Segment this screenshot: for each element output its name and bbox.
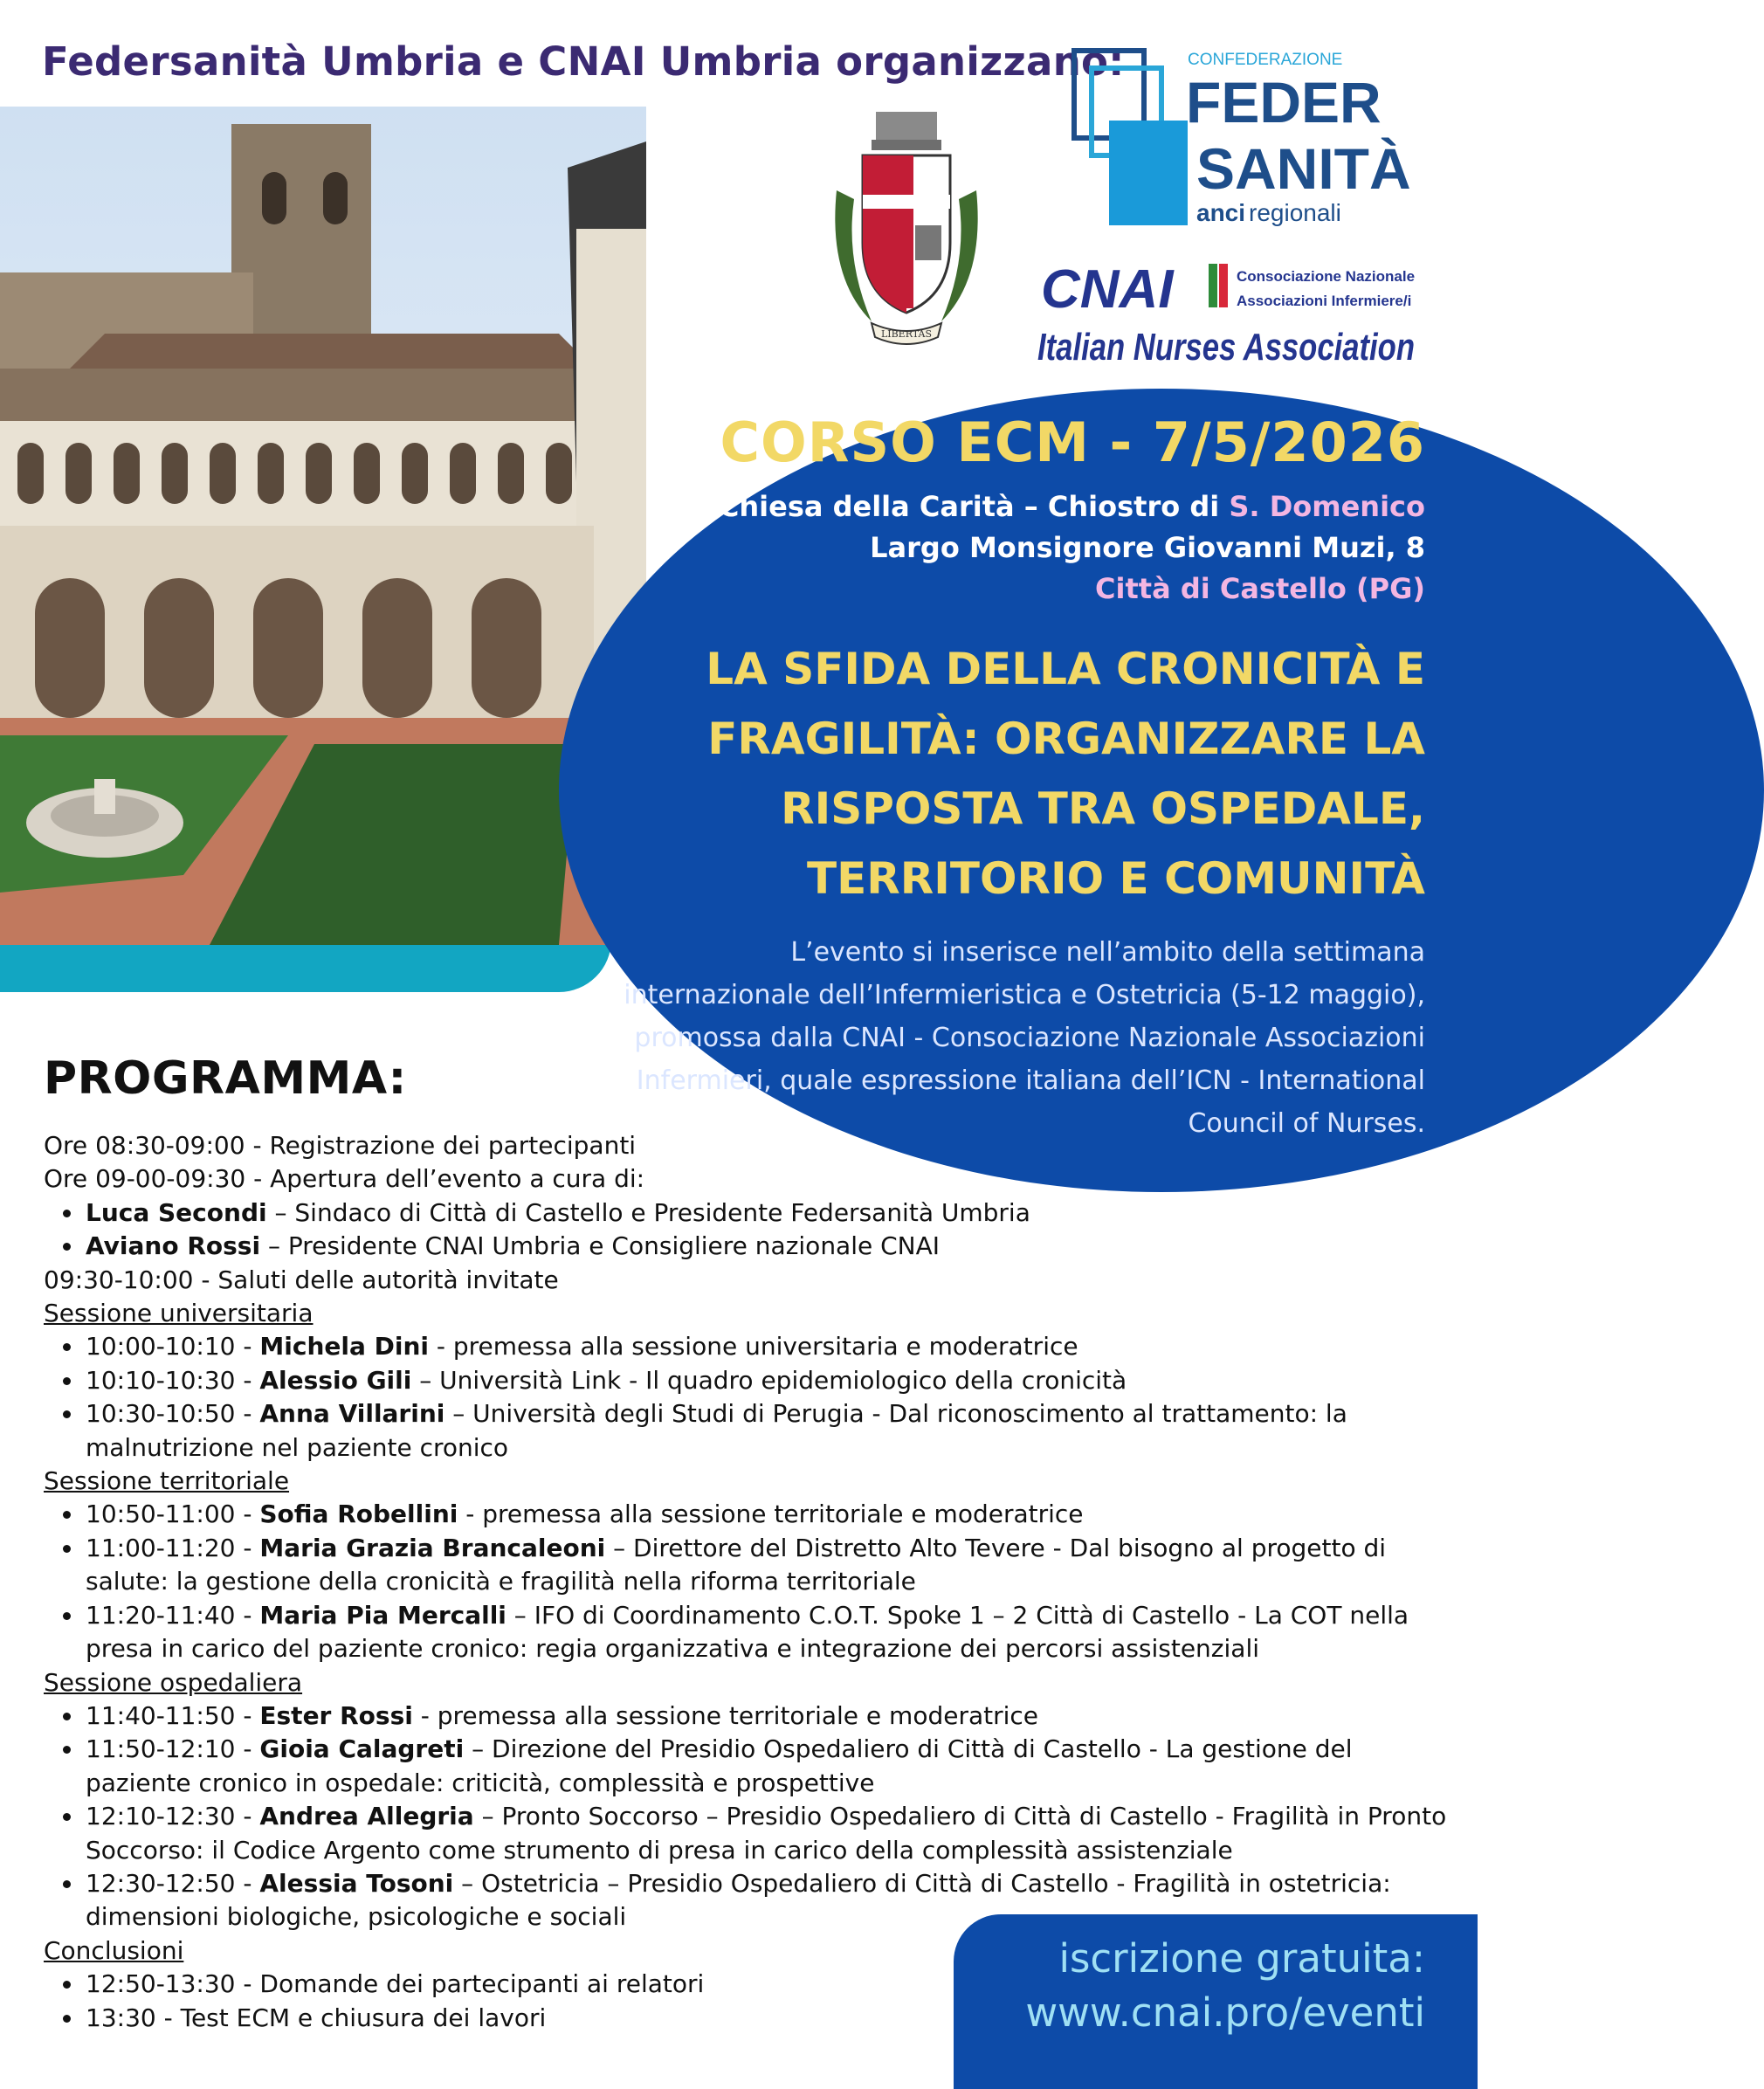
course-headline: LA SFIDA DELLA CRONICITÀ E FRAGILITÀ: ORGANIZZARE LA RISPOSTA TRA OSPEDALE, TERRITORIO E COMUNITÀ [706,644,1425,904]
list-item: • Luca Secondi – Sindaco di Città di Castello e Presidente Federsanità Umbria [84,1196,1458,1230]
svg-text:Consociazione Nazionale: Consociazione Nazionale [1237,268,1416,285]
session-territorial-list [44,1498,1458,1665]
opening-speakers [44,1196,1458,1264]
list-item: • 12:50-13:30 - Domande dei partecipanti ai relatori [84,1968,975,2001]
svg-text:CONFEDERAZIONE: CONFEDERAZIONE [1188,51,1343,69]
conclusions-title: Conclusioni [44,1935,184,1965]
list-item: • 12:30-12:50 - Alessia Tosoni – Ostetricia – Presidio Ospedaliero di Città di Castello - Fragilità in ostetricia: dimensioni biologiche, psicologiche e sociali [84,1867,1458,1934]
venue-line-3: Città di Castello (PG) [1095,572,1425,605]
venue [552,486,1425,610]
opening-line: Ore 09-00-09:30 - Apertura dell’evento a cura di: [44,1164,645,1194]
list-item: • 11:40-11:50 - Ester Rossi - premessa alla sessione territoriale e moderatrice [84,1699,1458,1733]
course-info [552,410,1425,1145]
svg-text:CNAI: CNAI [1041,259,1174,320]
venue-line-2: Largo Monsignore Giovanni Muzi, 8 [870,531,1425,564]
list-item: • 10:10-10:30 - Alessio Gili – Università Link - Il quadro epidemiologico della cronicità [84,1364,1458,1397]
registration-label: iscrizione gratuita: [1058,1935,1425,1982]
session-university-list [44,1330,1458,1465]
session-hospital-list [44,1699,1458,1934]
list-item: • 11:20-11:40 - Maria Pia Mercalli – IFO di Coordinamento C.O.T. Spoke 1 – 2 Città di Castello - La COT nella presa in carico del paziente cronico: regia organizzativa e integrazione dei percorsi assistenziali [84,1599,1458,1666]
list-item: • 10:30-10:50 - Anna Villarini – Università degli Studi di Perugia - Dal riconoscimento al trattamento: la malnutrizione nel paziente cronico [84,1397,1458,1465]
registration-line: Ore 08:30-09:00 - Registrazione dei partecipanti [44,1131,637,1160]
list-item: • Aviano Rossi – Presidente CNAI Umbria e Consigliere nazionale CNAI [84,1230,1458,1263]
svg-text:Italian Nurses Association: Italian Nurses Association [1037,326,1415,369]
program [44,1052,1458,2035]
svg-text:SANITÀ: SANITÀ [1196,136,1411,201]
coat-motto: LIBERTAS [880,328,933,340]
program-title: PROGRAMMA: [44,1052,407,1105]
list-item: • 10:50-11:00 - Sofia Robellini - premessa alla sessione territoriale e moderatrice [84,1498,1458,1531]
list-item: • 13:30 - Test ECM e chiusura dei lavori [84,2002,975,2035]
event-intro: L’evento si inserisce nell’ambito della settimana internazionale dell’Infermieristica e Ostetricia (5-12 maggio), promossa dalla CNAI - Consociazione Nazionale Associazioni Infermieri, quale espressione italiana dell’ICN - International Council of Nurses. [624,937,1425,1139]
registration-link[interactable]: www.cnai.pro/eventi [1025,1989,1425,2036]
conclusions-list [44,1968,975,2035]
svg-text:anci: anci [1196,199,1246,226]
organizers-heading: Federsanità Umbria e CNAI Umbria organizzano: [42,38,1125,85]
session-territorial-title: Sessione territoriale [44,1466,290,1496]
registration-info [1025,1932,1425,2040]
city-coat-of-arms-logo [810,94,1003,356]
course-title: CORSO ECM - 7/5/2026 [720,410,1425,474]
list-item: • 10:00-10:10 - Michela Dini - premessa alla sessione universitaria e moderatrice [84,1330,1458,1363]
svg-text:FEDER: FEDER [1186,70,1382,134]
svg-text:Associazioni Infermiere/i: Associazioni Infermiere/i [1237,293,1412,309]
greetings-line: 09:30-10:00 - Saluti delle autorità invitate [44,1265,559,1294]
federsanita-logo [1065,42,1411,246]
list-item: • 12:10-12:30 - Andrea Allegria – Pronto Soccorso – Presidio Ospedaliero di Città di Castello - Fragilità in Pronto Soccorso: il Codice Argento come strumento di presa in carico della complessità assistenziale [84,1800,1458,1867]
session-hospital-title: Sessione ospedaliera [44,1667,303,1697]
cnai-logo [1037,252,1422,377]
list-item: • 11:00-11:20 - Maria Grazia Brancaleoni – Direttore del Distretto Alto Tevere - Dal bisogno al progetto di salute: la gestione della cronicità e fragilità nella riforma territoriale [84,1532,1458,1599]
venue-line-1: Chiesa della Carità – Chiostro di S. Domenico [718,490,1425,523]
cloister-photo [0,107,646,945]
svg-text:regionali: regionali [1249,199,1341,226]
list-item: • 11:50-12:10 - Gioia Calagreti – Direzione del Presidio Ospedaliero di Città di Castello - La gestione del paziente cronico in ospedale: criticità, complessità e prospettive [84,1733,1458,1800]
session-university-title: Sessione universitaria [44,1299,314,1328]
